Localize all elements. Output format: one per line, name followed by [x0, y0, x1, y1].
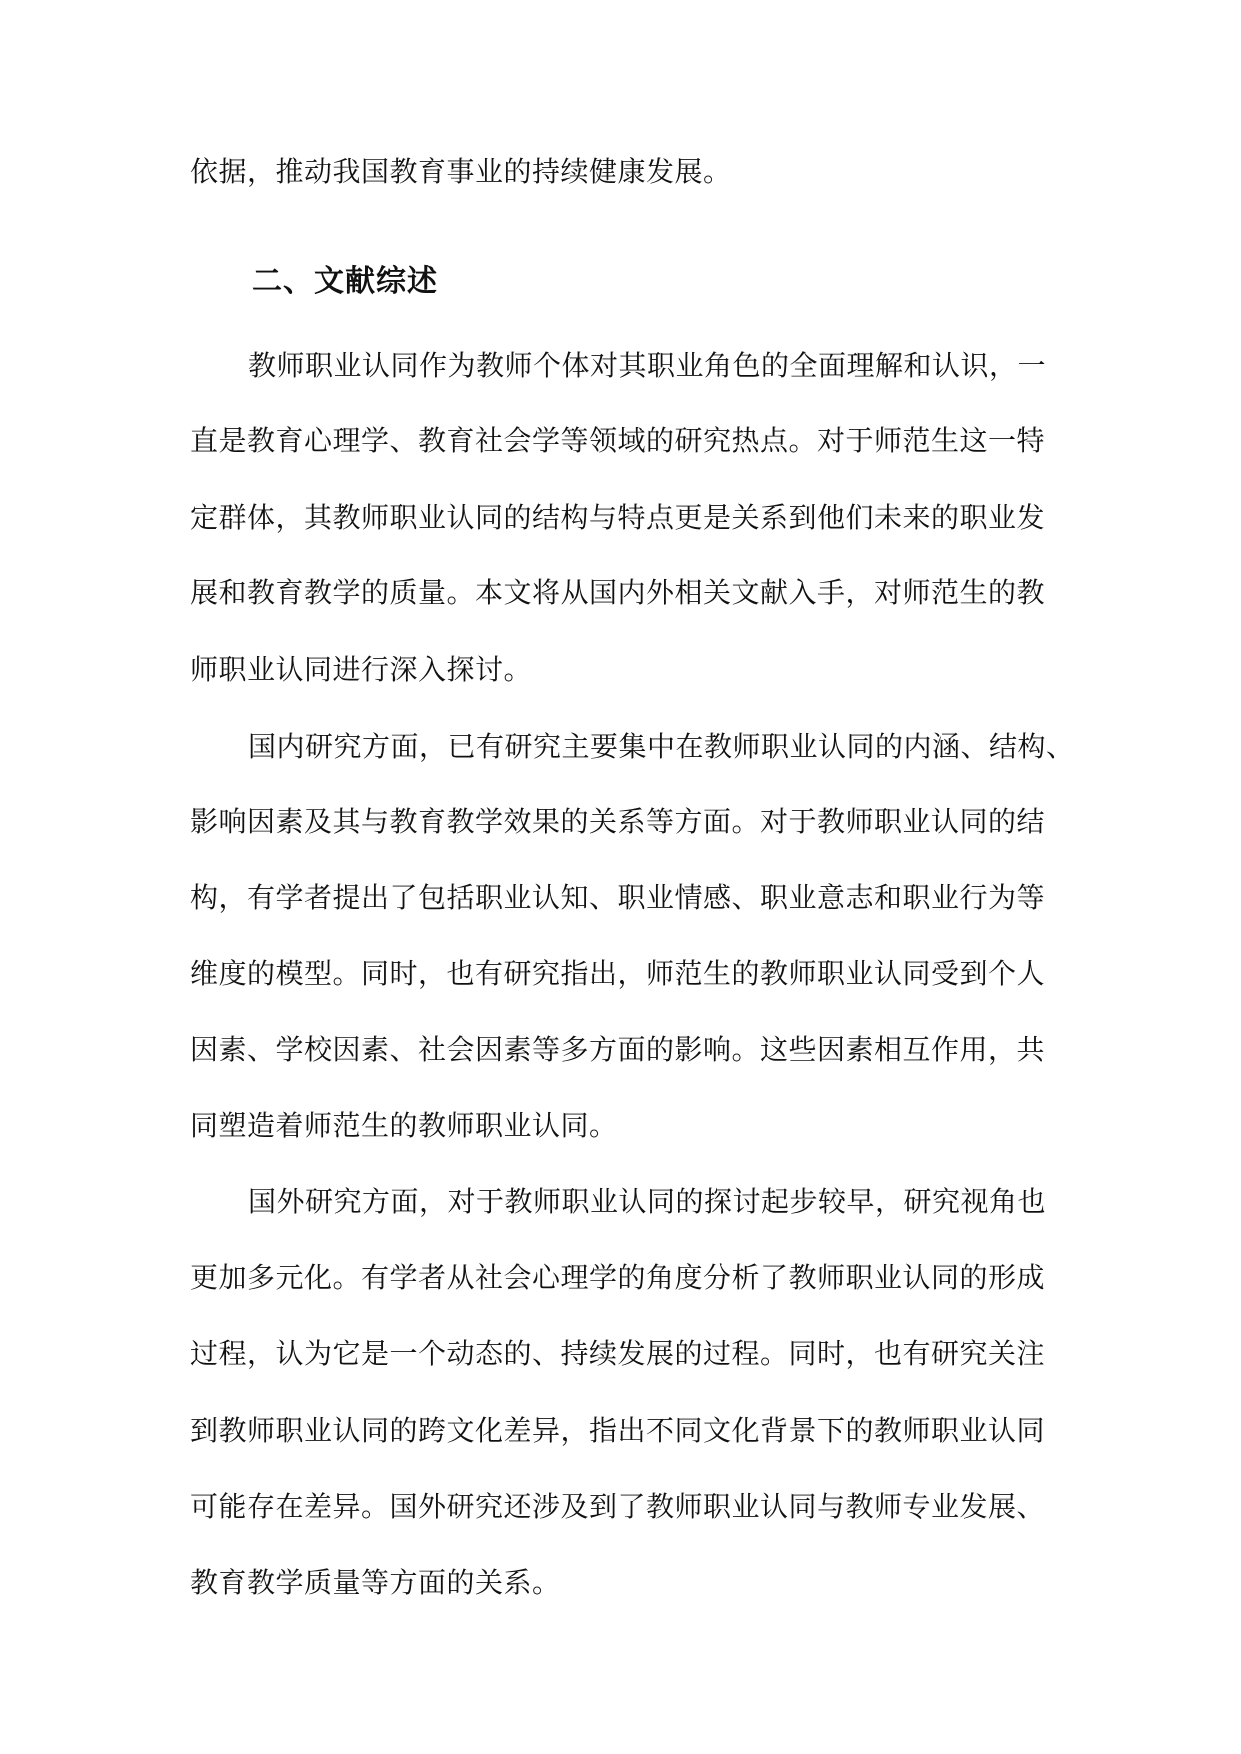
paragraph-line: 定群体，其教师职业认同的结构与特点更是关系到他们未来的职业发: [190, 501, 1046, 534]
paragraph-line: 展和教育教学的质量。本文将从国内外相关文献入手，对师范生的教: [190, 576, 1046, 609]
paragraph-line: 教育教学质量等方面的关系。: [190, 1566, 561, 1599]
paragraph-line: 可能存在差异。国外研究还涉及到了教师职业认同与教师专业发展、: [190, 1490, 1046, 1523]
paragraph-line: 因素、学校因素、社会因素等多方面的影响。这些因素相互作用，共: [190, 1033, 1046, 1066]
paragraph-line: 影响因素及其与教育教学效果的关系等方面。对于教师职业认同的结: [190, 805, 1046, 838]
section-heading: 二、文献综述: [252, 264, 438, 299]
paragraph-line: 到教师职业认同的跨文化差异，指出不同文化背景下的教师职业认同: [190, 1414, 1046, 1447]
paragraph-line: 构，有学者提出了包括职业认知、职业情感、职业意志和职业行为等: [190, 881, 1046, 914]
paragraph-line: 同塑造着师范生的教师职业认同。: [190, 1109, 618, 1142]
paragraph-line: 直是教育心理学、教育社会学等领域的研究热点。对于师范生这一特: [190, 424, 1046, 457]
intro-tail-line: 依据，推动我国教育事业的持续健康发展。: [190, 155, 732, 188]
paragraph-line: 国内研究方面，已有研究主要集中在教师职业认同的内涵、结构、: [248, 730, 1075, 763]
paragraph-line: 更加多元化。有学者从社会心理学的角度分析了教师职业认同的形成: [190, 1261, 1046, 1294]
paragraph-line: 国外研究方面，对于教师职业认同的探讨起步较早，研究视角也: [248, 1185, 1047, 1218]
paragraph-line: 维度的模型。同时，也有研究指出，师范生的教师职业认同受到个人: [190, 957, 1046, 990]
paragraph-line: 教师职业认同作为教师个体对其职业角色的全面理解和认识，一: [248, 349, 1047, 382]
paragraph-line: 师职业认同进行深入探讨。: [190, 653, 533, 686]
paragraph-line: 过程，认为它是一个动态的、持续发展的过程。同时，也有研究关注: [190, 1337, 1046, 1370]
